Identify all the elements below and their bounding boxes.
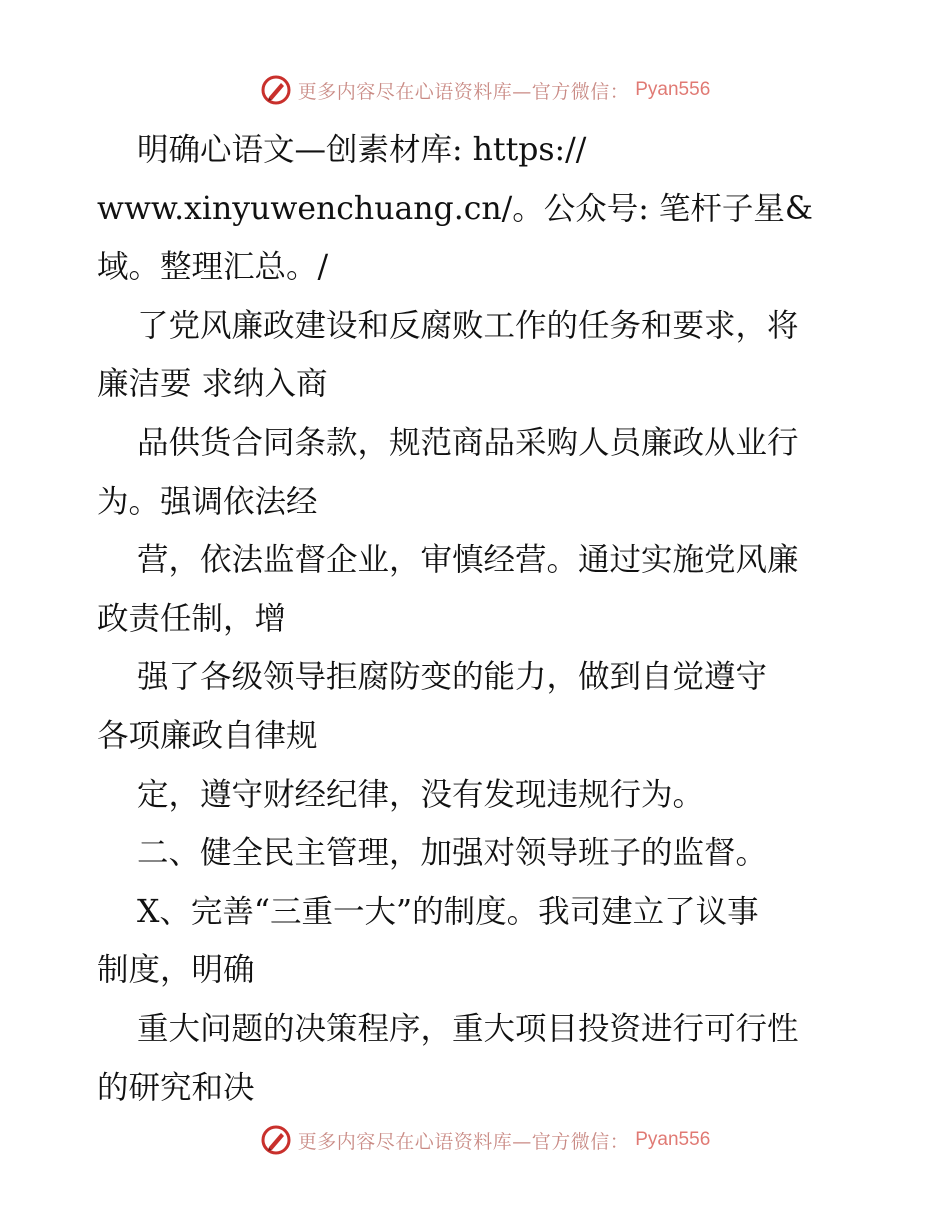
body-line: 了党风廉政建设和反腐败工作的任务和要求，将: [137, 307, 799, 344]
pen-logo-icon: [260, 74, 292, 106]
body-line: X、完善“三重一大”的制度。我司建立了议事: [137, 893, 759, 930]
body-line: 重大问题的决策程序，重大项目投资进行可行性: [137, 1010, 799, 1047]
footer-banner-id: Pyan556: [635, 1129, 711, 1150]
footer-banner-inner: [260, 1124, 711, 1156]
body-line: 二、健全民主管理，加强对领导班子的监督。: [137, 835, 768, 872]
footer-banner: [0, 1120, 950, 1160]
body-line: 营，依法监督企业，审慎经营。通过实施党风廉: [137, 542, 799, 579]
header-banner-inner: [260, 74, 711, 106]
header-banner-text: 更多内容尽在心语资料库—官方微信：: [297, 80, 630, 103]
body-line: 明确心语文—创素材库: https://: [137, 132, 587, 168]
body-line: 制度，明确: [97, 952, 255, 989]
body-line: 为。强调依法经: [97, 483, 318, 520]
body-line: 品供货合同条款，规范商品采购人员廉政从业行: [137, 424, 799, 461]
pen-logo-icon: [260, 1124, 292, 1156]
body-line: 域。整理汇总。/: [97, 249, 329, 286]
footer-banner-text: 更多内容尽在心语资料库—官方微信：: [297, 1130, 630, 1153]
document-body: [97, 121, 857, 1117]
header-banner: [0, 70, 950, 110]
body-line: 各项廉政自律规: [97, 717, 318, 754]
body-line: 廉洁要 求纳入商: [97, 366, 328, 403]
header-banner-id: Pyan556: [635, 79, 711, 100]
body-line: 政责任制，增: [97, 600, 287, 637]
body-line: 定，遵守财经纪律，没有发现违规行为。: [137, 776, 705, 813]
body-line: 的研究和决: [97, 1069, 255, 1106]
body-line: 强了各级领导拒腐防变的能力，做到自觉遵守: [137, 659, 768, 696]
body-line: www.xinyuwenchuang.cn/。公众号: 笔杆子星&: [97, 190, 813, 227]
